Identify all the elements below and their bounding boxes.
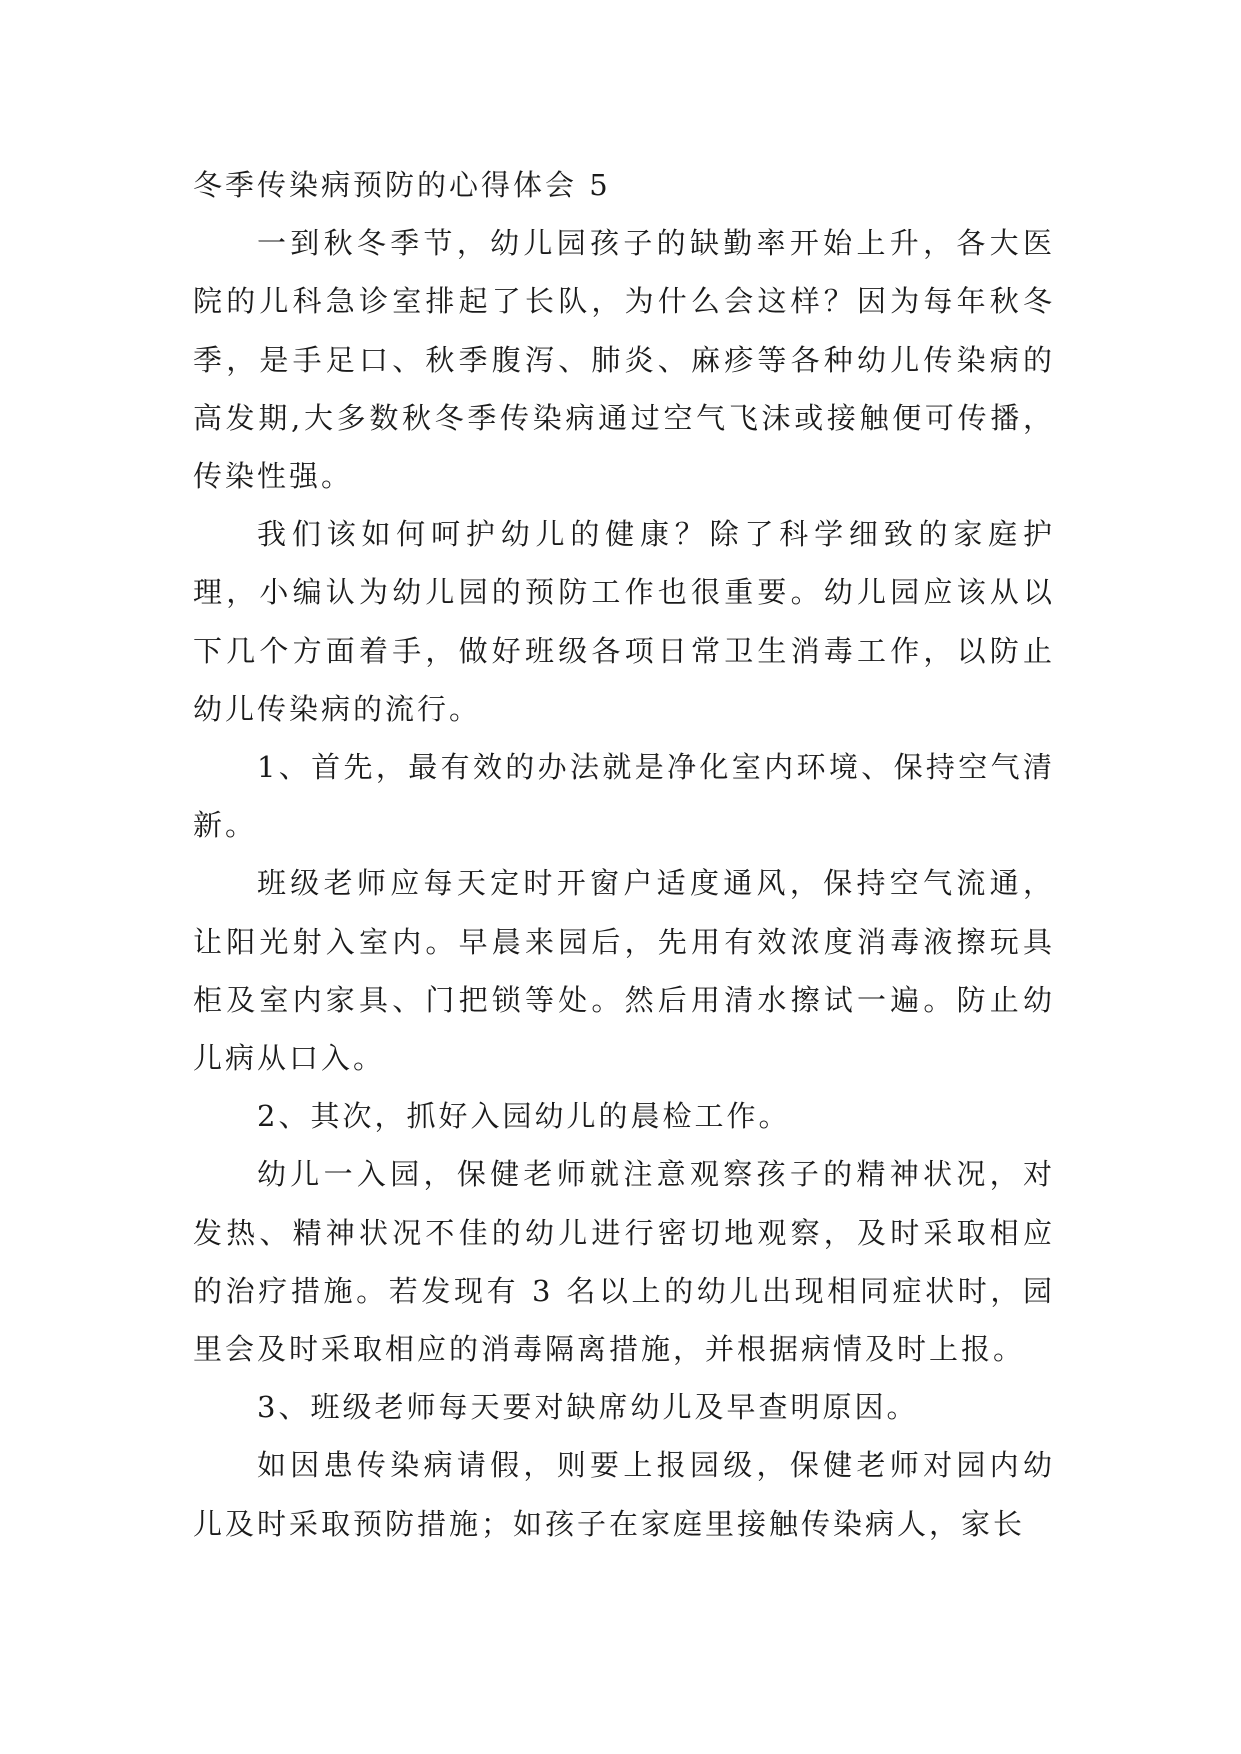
paragraph-point-3: 3、班级老师每天要对缺席幼儿及早查明原因。 (257, 1390, 919, 1425)
document-body (193, 156, 1055, 1553)
paragraph-ventilation: 班级老师应每天定时开窗户适度通风，保持空气流通，让阳光射入室内。早晨来园后，先用有效浓度消毒液擦玩具柜及室内家具、门把锁等处。然后用清水擦试一遍。防止幼儿病从口入。 (193, 866, 1055, 1076)
paragraph-care: 我们该如何呵护幼儿的健康？除了科学细致的家庭护理，小编认为幼儿园的预防工作也很重要。幼儿园应该从以下几个方面着手，做好班级各项日常卫生消毒工作，以防止幼儿传染病的流行。 (193, 517, 1055, 726)
document-title: 冬季传染病预防的心得体会 5 (193, 168, 611, 202)
paragraph-absence: 如因患传染病请假，则要上报园级，保健老师对园内幼儿及时采取预防措施；如孩子在家庭里接触传染病人，家长 (193, 1448, 1055, 1541)
paragraph-point-2: 2、其次，抓好入园幼儿的晨检工作。 (257, 1099, 791, 1134)
paragraph-intro: 一到秋冬季节，幼儿园孩子的缺勤率开始上升，各大医院的儿科急诊室排起了长队，为什么会这样？因为每年秋冬季，是手足口、秋季腹泻、肺炎、麻疹等各种幼儿传染病的高发期,大多数秋冬季传染病通过空气飞沫或接触便可传播，传染性强。 (193, 226, 1055, 494)
paragraph-point-1: 1、首先，最有效的办法就是净化室内环境、保持空气清新。 (193, 750, 1055, 843)
paragraph-morning-check: 幼儿一入园，保健老师就注意观察孩子的精神状况，对发热、精神状况不佳的幼儿进行密切地观察，及时采取相应的治疗措施。若发现有 3 名以上的幼儿出现相同症状时，园里会及时采取相应的消毒隔离措施，并根据病情及时上报。 (193, 1157, 1055, 1367)
